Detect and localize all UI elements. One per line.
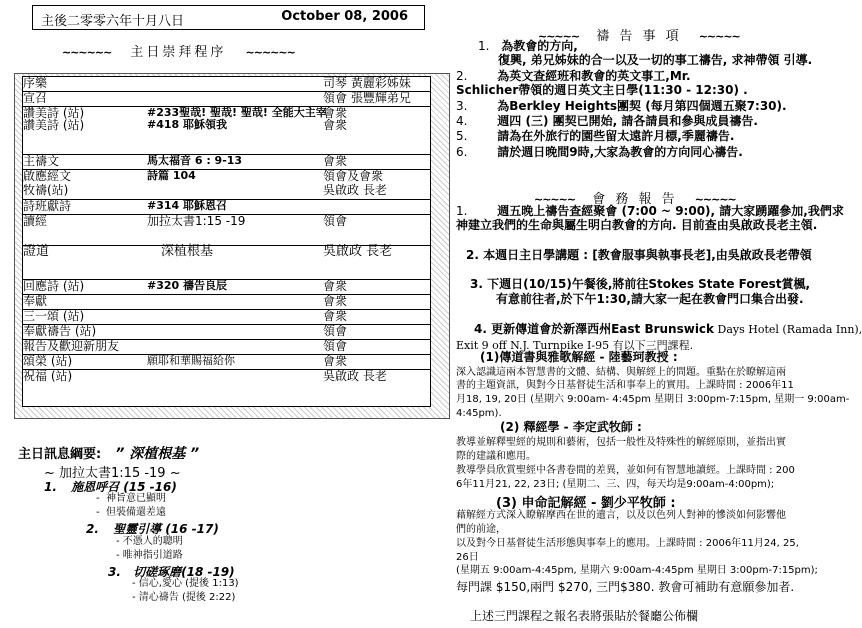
sermon-outline [18,443,199,463]
order-person: 會衆 [323,106,348,120]
order-person: 會衆 [323,154,348,168]
order-content: 深植根基 [161,244,214,259]
report-4-text: 4. 更新傳道會於新澤西州East Brunswick [474,322,715,336]
order-title: 主日崇拜程序 [130,45,227,60]
course-1-line-4: 4:45pm). [456,408,502,419]
tilde-ornament-right: ∼∼∼∼∼ [698,30,740,43]
prayer-title: 禱 告 事 項 [596,29,682,44]
report-1 [456,205,844,218]
order-item: 啟應經文 [23,169,72,183]
order-item: 報告及歡迎新朋友 [23,339,120,353]
prayer-num: 6. [456,145,468,159]
course-2-line-3: 教導學員欣賞聖經中各書卷間的差異，並如何有智慧地讀經。上課時間 : 200 [456,465,795,476]
order-item: 讚美詩 (站) [23,118,85,132]
prayer-item-5 [456,130,734,143]
prayer-text: 為英文查經班和教會的英文事工,Mr. [497,69,691,83]
point-2-sub-2: - 唯神指引道路 [116,550,183,561]
order-item: 主禱文 [23,154,60,168]
tilde-ornament-right: ∼∼∼∼∼ [694,193,736,206]
order-person: 會衆 [323,279,348,293]
prayer-item-6 [456,146,743,159]
order-row [23,309,430,323]
order-person: 吳啟政 長老 [323,244,393,259]
order-item: 證道 [23,244,50,259]
order-person: 領會 [323,339,348,353]
course-1-line-2: 書的主題資訊，與對今日基督徒生活和事奉上的實用。上課時間 : 2006年11 [456,380,794,391]
point-1-sub-2: - 但裝備還差遠 [96,507,166,518]
order-item: 頌榮 (站) [23,354,73,368]
sermon-label: 主日訊息綱要: [18,447,102,462]
order-content: #320 禱告良辰 [147,279,228,292]
order-content: #314 耶穌恩召 [147,199,228,212]
report-4 [474,323,862,336]
order-item: 奉獻 [23,294,48,308]
order-content: 詩篇 104 [147,169,196,182]
order-item: 奉獻禱告 (站) [23,324,97,338]
order-row [23,214,430,228]
prayer-num: 1. [478,39,490,53]
order-table [14,73,450,419]
order-row [23,279,430,293]
report-2: 2. 本週日主日學講題 : [教會服事與執事長老],由吳啟政長老帶領 [466,248,812,262]
order-row [23,169,430,183]
order-item: 讀經 [23,214,48,228]
date-english: October 08, 2006 [281,9,408,24]
prayer-item-1 [478,40,578,53]
point-2-text: 聖靈引導 (16 -17) [113,522,219,536]
point-2-sub-1: - 不憑人的聰明 [116,536,183,547]
order-person: 領會 [323,214,348,228]
course-3-line-4: 26日 [456,552,479,563]
tilde-ornament-right: ∼∼∼∼∼∼ [245,46,295,59]
tilde-ornament-left: ∼∼∼∼∼∼ [62,46,112,59]
order-item: 祝福 (站) [23,369,73,383]
prayer-item-2 [456,70,691,83]
order-row [23,199,430,213]
prayer-num: 4. [456,114,468,128]
point-3-num: 3. [108,565,121,579]
report-4-hotel: Days Hotel (Ramada Inn), [714,323,862,336]
date-header [32,5,425,30]
order-person: 吳啟政 長老 [323,183,387,197]
order-title-row [62,41,295,60]
order-table-inner [22,76,431,407]
point-1-text: 施恩呼召 (15 -16) [71,480,177,494]
point-3-text: 切磋琢磨(18 -19) [133,565,235,579]
order-row [23,244,430,259]
order-row [23,106,430,120]
report-num: 1. [456,204,468,218]
reports-title: 會 務 報 告 [592,192,678,207]
order-person: 領會 張豐輝弟兄 [323,91,411,105]
order-person: 司琴 黃麗彩姊妹 [323,76,411,90]
order-item: 牧禱(站) [23,183,69,197]
point-1-sub-2-text: 但裝備還差遠 [105,507,166,518]
course-3-title: (3) 申命記解經 - 劉少平牧師 : [496,496,676,511]
prayer-text: 為Berkley Heights團契 (每月第四個週五聚7:30). [497,99,787,113]
course-2-title: (2) 釋經學 - 李定武牧師 : [500,420,642,434]
tilde-ornament-left: ∼∼∼∼∼ [534,193,576,206]
prayer-item-4 [456,115,758,128]
order-person: 會衆 [323,294,348,308]
report-3: 3. 下週日(10/15)午餐後,將前往Stokes State Forest賞楓, [470,277,811,291]
prayer-text: 請為在外旅行的園些留太遠許月標,季麗禱告. [497,129,735,143]
course-2-line-4: 6年11月21, 22, 23日; (星期二、三、四，每天均是9:00am-4:00pm); [456,479,775,490]
point-2-num: 2. [86,522,99,536]
order-row [23,294,430,308]
order-row [23,154,430,168]
prayer-text: 週四 (三) 團契已開始, 請各請員和參與成員禱告. [497,114,758,128]
point-1-sub-1-text: 神旨意已顯明 [105,493,166,504]
order-item: 詩班獻詩 [23,199,72,213]
order-person: 會衆 [323,309,348,323]
point-1-num: 1. [44,480,57,494]
order-person: 會衆 [323,354,348,368]
course-3-line-2: 們的前途， [456,524,506,535]
prayer-num: 2. [456,69,468,83]
prayer-num: 3. [456,99,468,113]
course-2-line-1: 教導並解釋聖經的規則和藝術，包括一般性及特殊性的解經原則，並指出實 [456,437,786,448]
order-person: 領會 [323,324,348,338]
course-3-line-3: 以及對今日基督徒生活形態與事奉上的應用。上課時間 : 2006年11月24, 25, [456,538,799,549]
order-content: 馬太福音 6 : 9-13 [147,154,243,167]
prayer-item-2-cont: Schlicher帶領的週日英文主日學(11:30 - 12:30) . [456,83,748,97]
prayer-text: 請於週日晚間9時,大家為教會的方向同心禱告. [497,145,743,159]
order-item: 回應詩 (站) [23,279,85,293]
prayer-num: 5. [456,129,468,143]
order-item: 序樂 [23,76,48,90]
tilde-ornament-left: ∼∼∼∼∼ [538,30,580,43]
date-chinese: 主後二零零六年十月八日 [41,14,185,29]
course-1-title: (1)傳道書與雅歌解經 - 陸藝珂教授 : [480,350,678,364]
course-fees: 每門課 $150,兩門 $270, 三門$380. 教會可補助有意願參加者. [456,580,795,594]
order-content: #418 耶穌領我 [147,118,228,131]
course-1-line-3: 月18, 19, 20日 (星期六 9:00am- 4:45pm 星期日 3:00pm-7:15pm, 星期一 9:00am- [456,394,850,405]
order-item: 三一頌 (站) [23,309,85,323]
order-person: 領會及會衆 [323,169,384,183]
course-3-line-5: (星期五 9:00am-4:45pm, 星期六 9:00am-4:45pm 星期日 3:00pm-7:15pm); [456,565,818,576]
point-1-sub-1: - 神旨意已顯明 [96,493,166,504]
prayer-item-3 [456,100,787,113]
report-4-cont: Exit 9 off N.J. Turnpike I-95 有以下三門課程. [456,339,694,352]
order-person: 會衆 [323,118,348,132]
sermon-title: ” 深植根基 ” [115,446,200,462]
order-row [23,369,430,383]
course-1-line-1: 深入認識這兩本智慧書的文體、結構、與解經上的問題。重點在於瞭解這兩 [456,367,786,378]
point-3-sub-2: - 清心禱告 (提後 2:22) [132,592,236,603]
order-row [23,324,430,338]
prayer-text: 為教會的方向, [501,39,578,53]
order-row [23,339,430,353]
report-1-cont: 神建立我們的生命與屬生明白教會的方向. 目前查由吳啟政長老主領. [456,218,818,232]
point-3-sub-1: - 信心,愛心 (提後 1:13) [132,578,239,589]
report-text: 週五晚上禱告查經聚會 (7:00 ~ 9:00), 請大家踴躍參加,我們求 [497,204,844,218]
order-row [23,354,430,368]
prayer-item-1-cont: 復興, 弟兄姊妹的合一以及一切的事工禱告, 求神帶領 引導. [498,53,813,67]
order-row [23,91,430,105]
order-content: 加拉太書1:15 -19 [147,214,246,228]
order-item: 讚美詩 (站) [23,106,85,120]
order-item: 宣召 [23,91,48,105]
course-3-line-1: 藉解經方式深入瞭解摩西在世的遺言，以及以色列人對神的慘淡如何影響他 [456,510,786,521]
courses-footer-note: 上述三門課程之報名表將張貼於餐廳公佈欄 [470,609,699,623]
order-content: 願耶和華賜福給你 [147,354,235,367]
course-2-line-2: 際的建議和應用。 [456,451,536,462]
sermon-scripture: ~ 加拉太書1:15 -19 ~ [44,466,181,481]
order-content: #233聖哉! 聖哉! 聖哉! 全能大主宰 [147,106,327,119]
order-person: 吳啟政 長老 [323,369,387,383]
report-3-cont: 有意前往者,於下午1:30,請大家一起在教會門口集合出發. [496,292,804,306]
